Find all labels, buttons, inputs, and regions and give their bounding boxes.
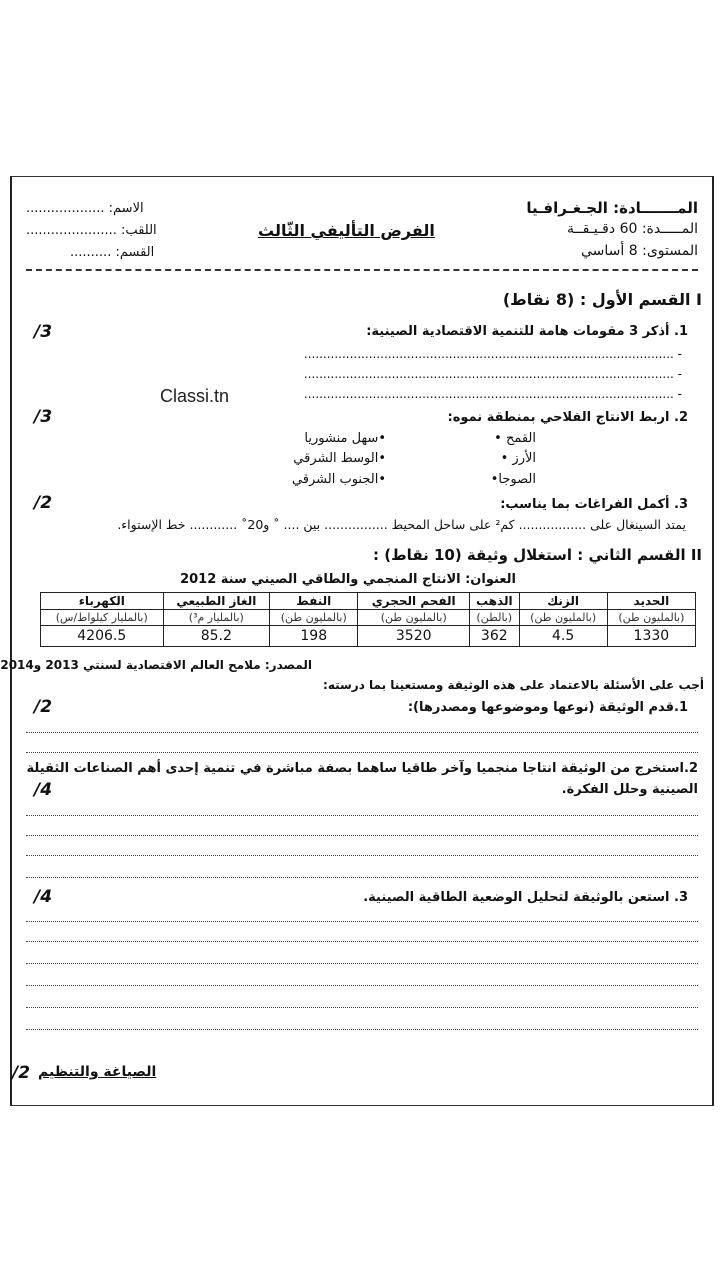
region-item[interactable]: •الوسط الشرقي bbox=[293, 451, 386, 466]
table-unit: (بالطن) bbox=[470, 610, 519, 626]
product-item[interactable]: القمح • bbox=[494, 431, 536, 446]
answer-line[interactable] bbox=[26, 941, 698, 942]
product-item[interactable]: الأرز • bbox=[500, 451, 536, 466]
answer-line[interactable]: - ................................................................................................. bbox=[303, 347, 682, 361]
footer-score: /2 bbox=[12, 1063, 31, 1083]
exam-sheet bbox=[0, 176, 714, 1106]
table-header: النفط bbox=[270, 593, 358, 610]
table-value: 198 bbox=[270, 626, 358, 647]
table-header: الفحم الحجري bbox=[358, 593, 470, 610]
part2-q2-score: /4 bbox=[34, 780, 53, 800]
answer-line[interactable] bbox=[26, 877, 698, 878]
table-unit: (بالمليون طن) bbox=[270, 610, 358, 626]
answer-line[interactable] bbox=[26, 1007, 698, 1008]
table-unit: (بالمليون طن) bbox=[358, 610, 470, 626]
table-unit: (بالمليون طن) bbox=[519, 610, 607, 626]
table-value: 1330 bbox=[607, 626, 695, 647]
table-header: الكهرباء bbox=[41, 593, 164, 610]
table-header: الغاز الطبيعي bbox=[163, 593, 270, 610]
document-title: العنوان: الانتاج المنجمي والطاقي الصيني سنة 2012 bbox=[180, 572, 516, 587]
part2-q3-score: /4 bbox=[34, 887, 53, 907]
document-source: المصدر: ملامح العالم الاقتصادية لسنتي 2013 و2014 bbox=[0, 658, 312, 672]
part2-heading: II القسم الثاني : استغلال وثيقة (10 نقاط) : bbox=[373, 546, 702, 564]
answer-line[interactable]: - ................................................................................................. bbox=[303, 367, 682, 381]
part1-q2-text: 2. اربط الانتاج الفلاحي بمنطقة نموه: bbox=[447, 410, 688, 425]
table-value: 362 bbox=[470, 626, 519, 647]
answer-line[interactable] bbox=[26, 752, 698, 753]
table-unit: (بالمليون طن) bbox=[607, 610, 695, 626]
region-item[interactable]: •سهل منشوريا bbox=[304, 431, 386, 446]
part1-q1-text: 1. أذكر 3 مقومات هامة للتنمية الاقتصادية الصينية: bbox=[366, 324, 688, 339]
footer-label: الصياغة والتنظيم bbox=[38, 1064, 157, 1080]
table-header: الزنك bbox=[519, 593, 607, 610]
level-label: المستوى: 8 أساسي bbox=[581, 243, 698, 259]
table-header: الذهب bbox=[470, 593, 519, 610]
part2-q3-text: 3. استعن بالوثيقة لتحليل الوضعية الطاقية الصينية. bbox=[363, 890, 688, 905]
answer-line[interactable] bbox=[26, 963, 698, 964]
duration-label: المـــــدة: 60 دقـيـقــة bbox=[566, 221, 698, 237]
table-value: 4206.5 bbox=[41, 626, 164, 647]
part1-heading: I القسم الأول : (8 نقاط) bbox=[502, 290, 702, 309]
part1-q3-text: 3. أكمل الفراغات بما يناسب: bbox=[500, 497, 688, 512]
surname-field[interactable]: اللقب: ...................... bbox=[26, 223, 157, 238]
answer-line[interactable] bbox=[26, 732, 698, 733]
answer-line[interactable] bbox=[26, 1029, 698, 1030]
header-divider bbox=[26, 269, 698, 271]
table-header: الحديد bbox=[607, 593, 695, 610]
table-value: 3520 bbox=[358, 626, 470, 647]
part2-q2-text-line2: الصينية وحلل الفكرة. bbox=[561, 782, 698, 797]
table-unit: (بالمليار كيلواط/س) bbox=[41, 610, 164, 626]
product-item[interactable]: الصوجا• bbox=[490, 472, 536, 487]
part2-q1-text: 1.قدم الوثيقة (نوعها وموضوعها ومصدرها): bbox=[407, 700, 688, 715]
part2-q2-text-line1: 2.استخرج من الوثيقة انتاجا منجميا وآخر طاقيا ساهما بصفة مباشرة في تنمية إحدى أهم الصناعات الثقيلة bbox=[26, 761, 698, 776]
watermark: Classi.tn bbox=[160, 386, 230, 406]
part2-instruction: أجب على الأسئلة بالاعتماد على هذه الوثيقة ومستعينا بما درسته: bbox=[323, 678, 704, 692]
part1-q1-score: /3 bbox=[34, 322, 53, 342]
answer-line[interactable] bbox=[26, 921, 698, 922]
subject-label: المـــــــادة: الجـغـرافـيا bbox=[526, 199, 698, 217]
answer-line[interactable] bbox=[26, 855, 698, 856]
section-field[interactable]: القسم: .......... bbox=[70, 245, 155, 260]
name-field[interactable]: الاسم: ................... bbox=[26, 201, 144, 216]
answer-line[interactable] bbox=[26, 835, 698, 836]
table-unit: (بالمليار م³) bbox=[163, 610, 270, 626]
part2-q1-score: /2 bbox=[34, 697, 53, 717]
production-table bbox=[40, 592, 696, 647]
part1-q2-score: /3 bbox=[34, 407, 53, 427]
answer-line[interactable] bbox=[26, 985, 698, 986]
part1-q3-score: /2 bbox=[34, 493, 53, 513]
answer-line[interactable]: - ................................................................................................. bbox=[303, 387, 682, 401]
answer-line[interactable] bbox=[26, 815, 698, 816]
region-item[interactable]: •الجنوب الشرقي bbox=[291, 472, 386, 487]
table-value: 4.5 bbox=[519, 626, 607, 647]
part1-q3-sentence[interactable]: يمتد السينغال على ................. كم² على ساحل المحيط ................ بين .... ˚ و20˚ ............ خط الإستواء. bbox=[117, 517, 686, 532]
table-value: 85.2 bbox=[163, 626, 270, 647]
page-title: الفرض التأليفي الثّالث bbox=[258, 221, 435, 240]
